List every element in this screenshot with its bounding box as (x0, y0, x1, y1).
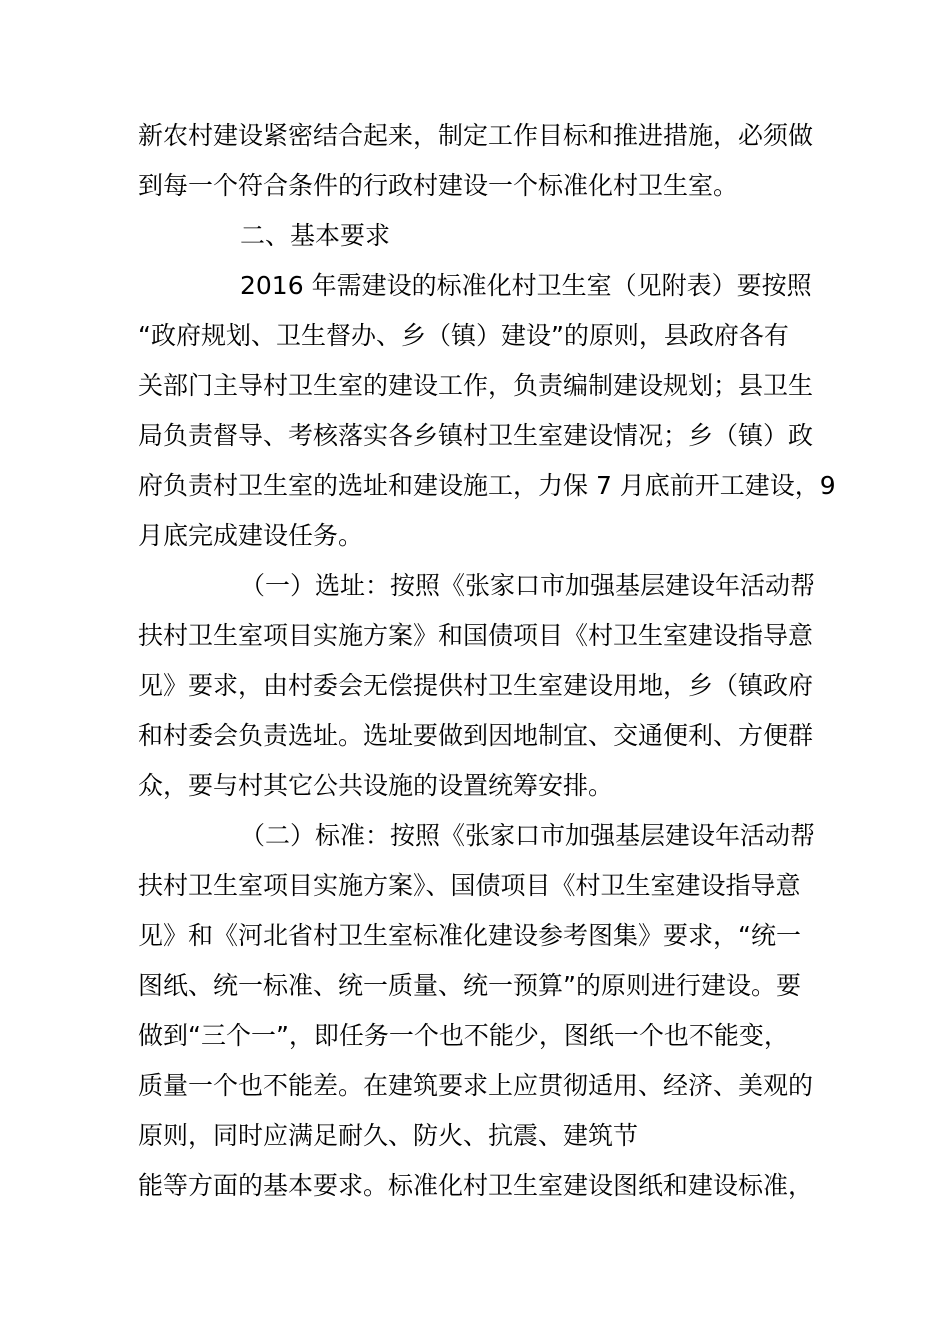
subsection-line: （二）标准：按照《张家口市加强基层建设年活动帮 (240, 821, 816, 850)
text-line: 到每一个符合条件的行政村建设一个标准化村卫生室。 (138, 171, 739, 200)
text-line: 见》和《河北省村卫生室标准化建设参考图集》要求，“统一 (138, 921, 801, 950)
text-line: 和村委会负责选址。选址要做到因地制宜、交通便利、方便群 (138, 721, 814, 750)
text-line: 原则，同时应满足耐久、防火、抗震、建筑节 (138, 1121, 639, 1150)
text-line: 局负责督导、考核落实各乡镇村卫生室建设情况；乡（镇）政 (138, 421, 814, 450)
text-line: 2016 年需建设的标准化村卫生室（见附表）要按照 (240, 271, 812, 300)
text-line: 做到“三个一”，即任务一个也不能少，图纸一个也不能变， (138, 1021, 789, 1050)
text-line: 能等方面的基本要求。标准化村卫生室建设图纸和建设标准， (138, 1171, 814, 1200)
text-line: 图纸、统一标准、统一质量、统一预算”的原则进行建设。要 (138, 971, 801, 1000)
section-heading: 二、基本要求 (240, 221, 391, 250)
text-line: 扶村卫生室项目实施方案》、国债项目《村卫生室建设指导意 (138, 871, 801, 900)
text-line: 府负责村卫生室的选址和建设施工，力保 7 月底前开工建设，9 (138, 471, 836, 500)
text-line: 众，要与村其它公共设施的设置统筹安排。 (138, 771, 614, 800)
text-line: 见》要求，由村委会无偿提供村卫生室建设用地，乡（镇政府 (138, 671, 814, 700)
text-line: 新农村建设紧密结合起来，制定工作目标和推进措施，必须做 (138, 121, 814, 150)
subsection-line: （一）选址：按照《张家口市加强基层建设年活动帮 (240, 571, 816, 600)
text-line: 关部门主导村卫生室的建设工作，负责编制建设规划；县卫生 (138, 371, 814, 400)
text-line: 月底完成建设任务。 (138, 521, 364, 550)
text-line: 扶村卫生室项目实施方案》和国债项目《村卫生室建设指导意 (138, 621, 814, 650)
text-line: 质量一个也不能差。在建筑要求上应贯彻适用、经济、美观的 (138, 1071, 814, 1100)
text-line: “政府规划、卫生督办、乡（镇）建设”的原则，县政府各有 (138, 321, 789, 350)
